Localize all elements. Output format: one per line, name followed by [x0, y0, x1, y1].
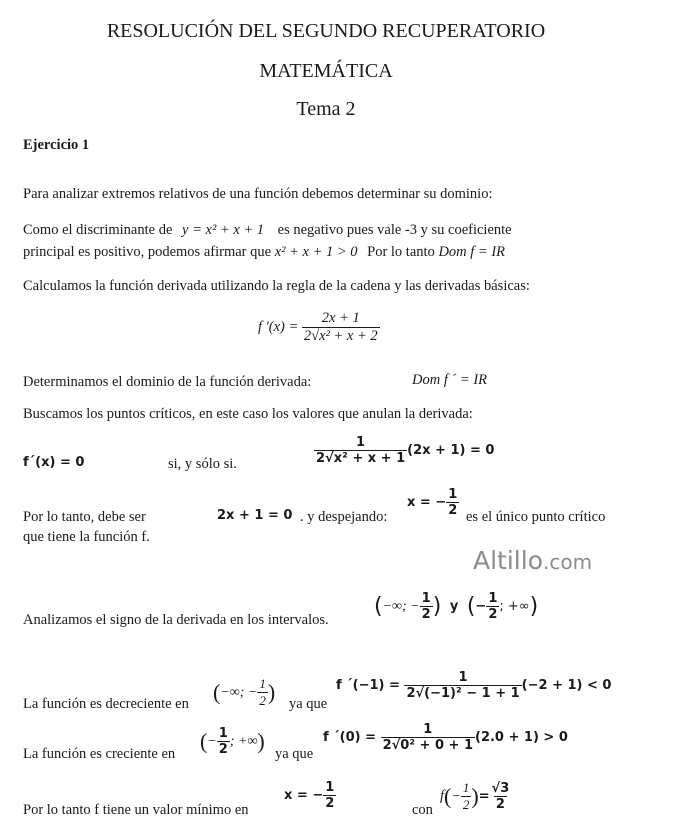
fraction-numerator: 1: [259, 676, 266, 691]
math-increasing-interval: [200, 726, 265, 757]
paragraph-minimum: Por lo tanto f tiene un valor mínimo en: [23, 802, 249, 818]
math-minimum-point: [284, 780, 336, 811]
math-f: f: [440, 787, 445, 804]
text-since: ya que: [275, 746, 314, 762]
page-title-line3: Tema 2: [296, 98, 356, 120]
watermark-logo: [473, 546, 592, 575]
math-x: x = −: [284, 788, 324, 803]
fraction-numerator: 1: [423, 722, 433, 737]
math-equals: =: [478, 788, 490, 804]
fraction-value: [490, 781, 512, 812]
paragraph-critical-intro: Buscamos los puntos críticos, en este caso los valores que anulan la derivada:: [23, 406, 473, 422]
fraction-denominator: 2: [495, 797, 505, 812]
paragraph-solve: Por lo tanto, debe ser: [23, 509, 146, 525]
fraction-numerator: 1: [356, 435, 366, 450]
text-unique-critical: es el único punto crítico: [466, 509, 606, 525]
fraction-denominator: 2√x² + x + 1: [316, 451, 406, 466]
text-and: y: [449, 599, 459, 614]
fraction: [404, 670, 521, 701]
fraction-denominator: 2: [218, 742, 228, 757]
fraction: [217, 726, 230, 757]
paren: ): [529, 594, 539, 619]
paren: ): [267, 679, 276, 705]
fraction-denominator: 2: [259, 693, 266, 708]
text-iff: si, y sólo si.: [168, 456, 237, 472]
interval-minus: −: [475, 599, 487, 614]
text-since: ya que: [289, 696, 328, 712]
fraction-numerator: 1: [421, 591, 431, 606]
paragraph-domain-intro: Para analizar extremos relativos de una función debemos determinar su dominio:: [23, 186, 493, 202]
fraction-denominator: 2√0² + 0 + 1: [382, 738, 473, 753]
math-x: x = −: [407, 495, 447, 510]
interval-right: ; +∞: [499, 599, 530, 614]
fraction: [420, 591, 433, 622]
paragraph-discriminant: [23, 222, 512, 239]
paragraph-discriminant-cont: [23, 244, 505, 261]
page-title-line2: MATEMÁTICA: [259, 60, 393, 82]
fraction-denominator: 2√x² + x + 2: [303, 328, 378, 344]
equation-increasing: [323, 722, 568, 753]
text-with: con: [412, 802, 433, 818]
section-heading: Ejercicio 1: [23, 137, 90, 153]
math-intervals: [374, 591, 538, 622]
watermark-main: Altillo: [473, 546, 543, 575]
fraction: [323, 780, 336, 811]
math-lhs: f '(x) =: [258, 318, 299, 335]
math-factor: (2x + 1) = 0: [407, 443, 495, 458]
math-inequality: x² + x + 1 > 0: [274, 244, 358, 260]
fraction-numerator: 1: [218, 726, 228, 741]
text-solving: . y despejando:: [300, 509, 388, 525]
fraction-denominator: 2: [448, 503, 458, 518]
fraction: [302, 310, 380, 345]
math-rhs: (−2 + 1) < 0: [521, 678, 612, 693]
watermark-suffix: .com: [542, 550, 593, 574]
math-lhs: f ´(−1) =: [336, 678, 400, 693]
text: principal es positivo, podemos afirmar que: [23, 244, 272, 260]
math-rhs: (2.0 + 1) > 0: [475, 730, 568, 745]
fraction-numerator: 1: [462, 780, 470, 795]
interval-minus: −: [207, 733, 217, 749]
fraction-numerator: 2x + 1: [321, 310, 360, 326]
fraction-numerator: 1: [448, 487, 458, 502]
text: es negativo pues vale -3 y su coeficiente: [277, 222, 512, 238]
math-derivative-zero: f´(x) = 0: [23, 455, 85, 470]
math-decreasing-interval: [213, 676, 275, 709]
fraction: [446, 487, 459, 518]
fraction-numerator: √3: [491, 781, 510, 796]
paren: ): [471, 783, 479, 809]
fraction-numerator: 1: [458, 670, 468, 685]
math-quadratic: y = x² + x + 1: [182, 222, 265, 238]
equation-critical: [314, 435, 494, 466]
text-function-f: que tiene la función f.: [23, 529, 150, 545]
math-minus: −: [451, 788, 461, 804]
fraction: [314, 435, 407, 466]
equation-derivative: [258, 310, 380, 345]
fraction: [486, 591, 499, 622]
fraction: [461, 780, 472, 813]
paren: (: [200, 728, 208, 754]
paragraph-increasing: La función es creciente en: [23, 746, 176, 762]
fraction-denominator: 2√(−1)² − 1 + 1: [406, 686, 520, 701]
paragraph-decreasing: La función es decreciente en: [23, 696, 189, 712]
paren: ): [432, 594, 442, 619]
fraction-denominator: 2: [325, 796, 335, 811]
fraction-denominator: 2: [462, 797, 470, 812]
math-lhs: f ´(0) =: [323, 730, 377, 745]
fraction-denominator: 2: [421, 607, 431, 622]
fraction-denominator: 2: [488, 607, 498, 622]
text: Como el discriminante de: [23, 222, 173, 238]
paren: ): [257, 728, 265, 754]
paren: (: [374, 594, 383, 619]
paren: (: [466, 594, 476, 619]
interval-text: −∞; −: [220, 684, 258, 700]
math-minimum-value: [440, 780, 511, 813]
paren: (: [213, 679, 221, 705]
math-linear-eq: 2x + 1 = 0: [217, 508, 293, 523]
interval-left: −∞; −: [382, 599, 420, 614]
page-title-line1: RESOLUCIÓN DEL SEGUNDO RECUPERATORIO: [106, 20, 546, 42]
math-critical-point: [407, 487, 459, 518]
fraction-numerator: 1: [488, 591, 498, 606]
math-domain: Dom f = IR: [438, 244, 506, 260]
text: Por lo tanto: [367, 244, 435, 260]
fraction-numerator: 1: [325, 780, 335, 795]
paragraph-intervals: Analizamos el signo de la derivada en los intervalos.: [23, 612, 329, 628]
paragraph-derivative-intro: Calculamos la función derivada utilizando la regla de la cadena y las derivadas básicas:: [23, 278, 530, 294]
interval-text: ; +∞: [229, 733, 258, 749]
fraction: [381, 722, 475, 753]
paren: (: [444, 783, 452, 809]
equation-decreasing: [336, 670, 611, 701]
math-derivative-domain: Dom f ´ = IR: [412, 372, 488, 388]
fraction: [257, 676, 268, 709]
paragraph-derivative-domain: Determinamos el dominio de la función derivada:: [23, 374, 312, 390]
